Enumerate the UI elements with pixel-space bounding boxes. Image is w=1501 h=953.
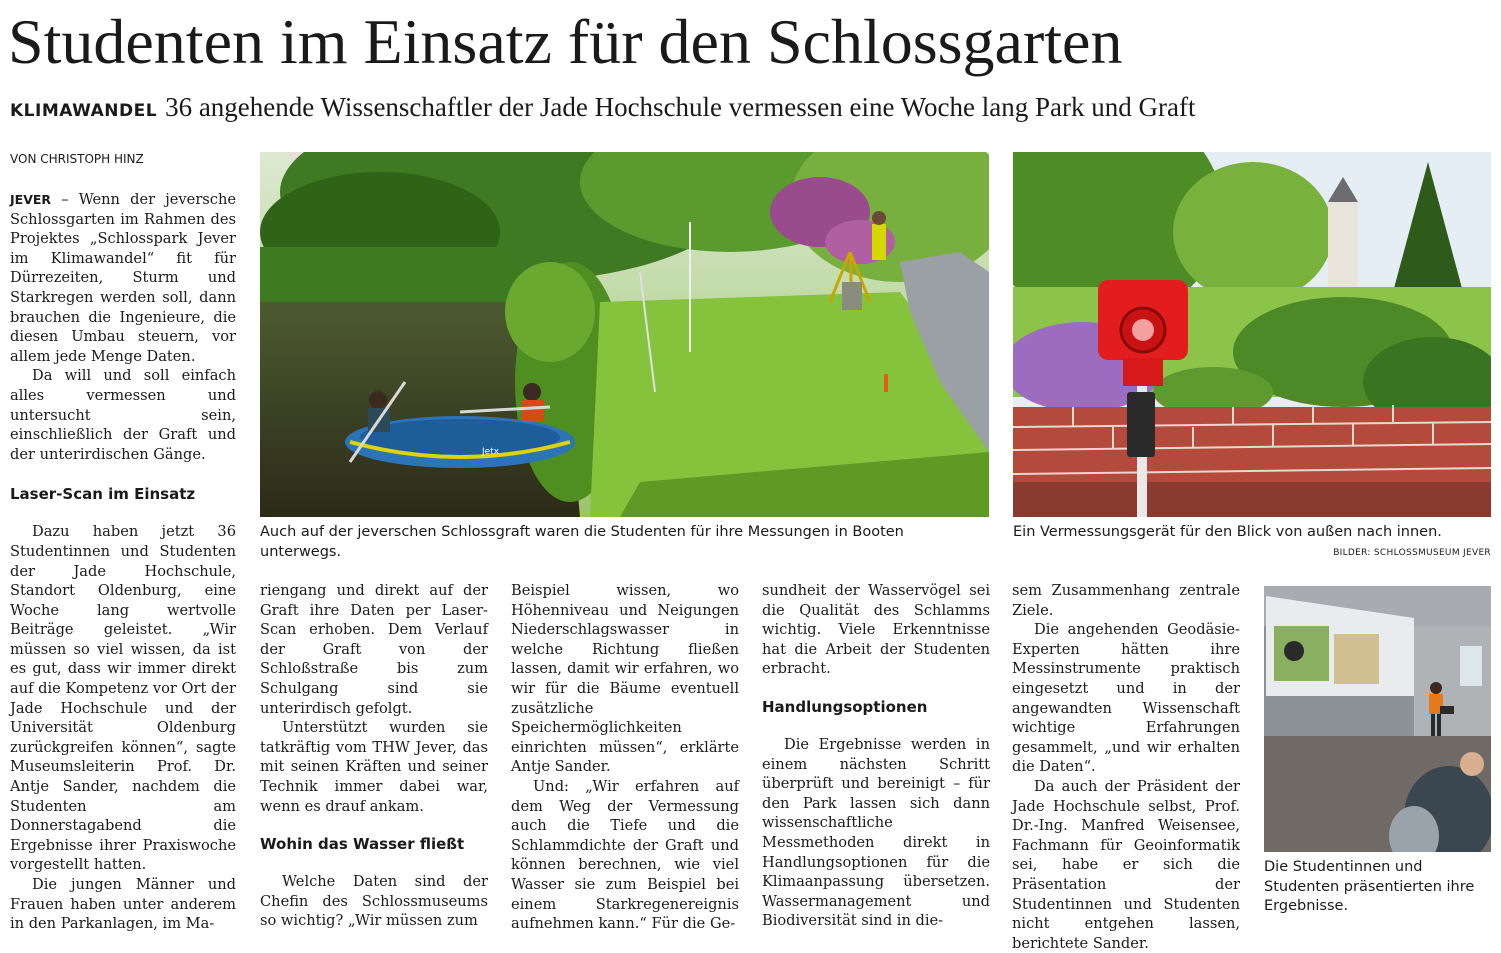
photo-boat-survey <box>260 152 989 517</box>
headline: Studenten im Einsatz für den Schlossgarten <box>8 6 1123 77</box>
column-2 <box>260 581 488 931</box>
byline: VON CHRISTOPH HINZ <box>10 152 144 166</box>
paragraph: Und: „Wir erfahren auf dem Weg der Vermessung auch die Tiefe und die Schlammdichte der Graft und können berechnen, wie viel Wasser sie zum Beispiel bei einem Starkregenereignis aufnehmen kann.“ Für die Ge- <box>511 777 739 933</box>
caption-boat-photo: Auch auf der jeverschen Schlossgraft waren die Studenten für ihre Messungen in Booten unterwegs. <box>260 524 904 560</box>
subheading-options: Handlungsoptionen <box>762 697 928 716</box>
photo-survey-prism <box>1013 152 1491 517</box>
paragraph: Die Ergebnisse werden in einem nächsten Schritt überprüft und bereinigt – für den Park lassen sich dann wissenschaftliche Messmethoden direkt in Handlungsoptionen für die Klimaanpassung übersetzen. Wassermanagement und Biodiversität sind in die- <box>762 735 990 930</box>
boat-label: Jetx <box>482 447 500 457</box>
kicker: KLIMAWANDEL <box>10 101 158 121</box>
paragraph: Die angehenden Geodäsie-Experten hätten ihre Messinstrumente praktisch eingesetzt und in der angewandten Wissenschaft wichtige Erfahrungen gesammelt, „und wir erhalten die Daten“. <box>1012 621 1240 776</box>
deck: 36 angehende Wissenschaftler der Jade Hochschule vermessen eine Woche lang Park und Graft <box>165 92 1196 122</box>
caption-presentation-photo: Die Studentinnen und Studenten präsentierten ihre Ergebnisse. <box>1264 859 1475 914</box>
paragraph: riengang und direkt auf der Graft ihre Daten per Laser-Scan erhoben. Dem Verlauf der Graft von der Schloßstraße bis zum Schulgang sind sie unterirdisch gefolgt. <box>260 582 488 717</box>
paragraph: sem Zusammenhang zentrale Ziele. <box>1012 582 1240 619</box>
subheading-water: Wohin das Wasser fließt <box>260 835 465 854</box>
paragraph: Da will und soll einfach alles vermessen und untersucht sein, einschließlich der Graft und der unterirdischen Gänge. <box>10 367 236 463</box>
lead-paragraph <box>10 190 236 366</box>
paragraph: Unterstützt wurden sie tatkräftig vom THW Jever, das mit seinen Kräften und seiner Technik immer dabei war, wenn es drauf ankam. <box>260 719 488 815</box>
place-label: JEVER <box>10 192 52 207</box>
lead-text: – Wenn der jeversche Schlossgarten im Rahmen des Projektes „Schlosspark Jever im Klimawandel“ fit für Dürrezeiten, Sturm und Starkregen werden soll, dann brauchen die Ingenieure, die diesen Umbau steuern, vor allem jede Menge Daten. <box>10 191 236 365</box>
paragraph: Die jungen Männer und Frauen haben unter anderem in den Parkanlagen, im Ma- <box>10 876 236 933</box>
paragraph: Welche Daten sind der Chefin des Schlossmuseums so wichtig? „Wir müssen zum <box>260 873 488 930</box>
photo-credit: BILDER: SCHLOSSMUSEUM JEVER <box>1333 548 1491 558</box>
paragraph: Da auch der Präsident der Jade Hochschule selbst, Prof. Dr.-Ing. Manfred Weisensee, Fachmann für Geoinformatik sei, habe er sich die Präsentation der Studentinnen und Studenten nicht entgehen lassen, berichtete Sander. <box>1012 777 1240 952</box>
column-5 <box>1012 581 1240 953</box>
column-1 <box>10 190 236 934</box>
paragraph: sundheit der Wasservögel sei die Qualität des Schlamms wichtig. Viele Erkenntnisse hat die Arbeit der Studenten erbracht. <box>762 582 990 678</box>
column-3 <box>511 581 739 934</box>
caption-prism-photo: Ein Vermessungsgerät für den Blick von außen nach innen. <box>1013 524 1442 540</box>
photo-presentation <box>1264 586 1491 852</box>
subheadline <box>10 92 1195 123</box>
subheading-laser-scan: Laser-Scan im Einsatz <box>10 485 196 504</box>
paragraph: Dazu haben jetzt 36 Studentinnen und Studenten der Jade Hochschule, Standort Oldenburg, eine Woche lang wertvolle Beiträge geleistet. „Wir müssen so viel wissen, da ist es gut, dass wir immer direkt auf die Kompetenz vor Ort der Jade Hochschule und der Universität Oldenburg zurückgreifen können“, sagte Museumsleiterin Prof. Dr. Antje Sander, nachdem die Studenten am Donnerstagabend die Ergebnisse ihrer Praxiswoche vorgestellt hatten. <box>10 523 236 874</box>
paragraph: Beispiel wissen, wo Höhenniveau und Neigungen Niederschlagswasser in welche Richtung fließen lassen, damit wir erfahren, wo wir für die Bäume eventuell zusätzliche Speichermöglichkeiten einrichten müssen“, erklärte Antje Sander. <box>511 582 739 776</box>
column-4 <box>762 581 990 931</box>
